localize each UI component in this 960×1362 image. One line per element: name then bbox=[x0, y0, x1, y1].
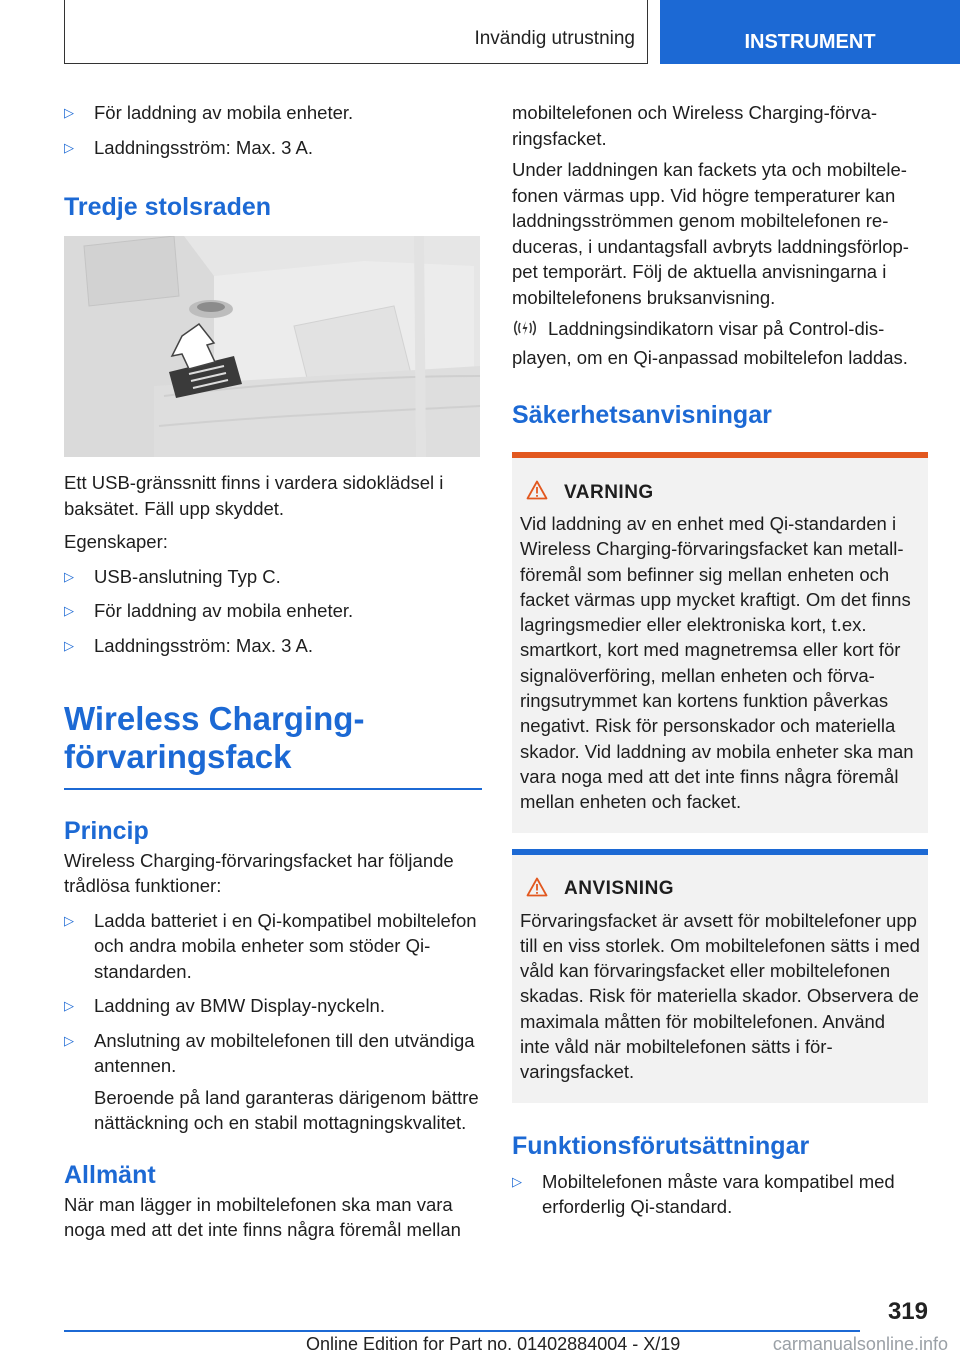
principle-text: Wireless Charging-förvaringsfacket har följande trådlösa funktioner: bbox=[64, 849, 454, 896]
chapter-heading: Wireless Charging- förvaringsfack bbox=[64, 700, 365, 775]
heading-rule bbox=[64, 788, 482, 790]
body-text: Under laddningen kan fackets yta och mobiltelefonen värmas upp. Vid högre temperaturer kan laddningsströmmen genom mobiltelefonen reduceras, i undantagsfall avbryts laddningsförloppet temporärt. Följ de aktuella anvisningarna i mobiltelefonens bruksanvisning. bbox=[512, 159, 909, 308]
triangle-right-icon: ▷ bbox=[64, 139, 74, 155]
page-number: 319 bbox=[887, 1298, 928, 1325]
warning-triangle-icon bbox=[526, 877, 548, 902]
watermark[interactable]: carmanualsonline.info bbox=[772, 1334, 948, 1354]
list-item: ▷ För laddning av mobila enheter. bbox=[64, 100, 482, 126]
general-text: När man lägger in mobiltelefonen ska man vara noga med att det inte finns några föremål mellan bbox=[64, 1193, 461, 1240]
wireless-charging-icon bbox=[512, 318, 538, 345]
warning-triangle-icon bbox=[526, 480, 548, 505]
warning-box bbox=[512, 458, 928, 833]
list-item: ▷ Laddning av BMW Display-nyckeln. bbox=[64, 993, 482, 1019]
chapter-tab[interactable] bbox=[660, 0, 960, 64]
list-item: ▷ Ladda batteriet i en Qi-kompatibel mobiltelefon och andra mobila enheter som stöder Qi-standarden. bbox=[64, 909, 477, 982]
triangle-right-icon: ▷ bbox=[64, 912, 74, 928]
list-item: ▷ Anslutning av mobiltelefonen till den utvändiga antennen. bbox=[64, 1029, 475, 1076]
header-frame bbox=[64, 0, 648, 64]
notice-text: Förvaringsfacket är avsett för mobiltelefoner upp till en viss storlek. Om mobiltelefonen sätts i med våld kan förvaringsfacket eller mobiltelefonen skadas. Risk för materiella skador. Observera de maximala måtten för mobiltelefonen. Använd inte våld när mobiltelefonen sätts i förvaringsfacket. bbox=[520, 909, 920, 1083]
section-heading: Tredje stolsraden bbox=[64, 193, 272, 221]
triangle-right-icon: ▷ bbox=[64, 637, 74, 653]
triangle-right-icon: ▷ bbox=[64, 105, 74, 120]
warning-text: Vid laddning av en enhet med Qi-standarden i Wireless Charging-förvaringsfacket kan metallföremål som befinner sig mellan enheten och facket värmas upp mycket kraftigt. Om det finns lagringsmedier eller elektroniska kort, t.ex. smartkort, kort med magnetremsa eller kort för signalöverföring, mellan enheten och förvaringsutrymmet kan kortens funktion påverkas negativt. Risk för personskador och materiella skador. Vid laddning av mobila enheter ska man vara noga med att det inte finns några föremål mellan enheten och facket. bbox=[520, 513, 914, 813]
warning-label: VARNING bbox=[564, 481, 654, 503]
notice-label: ANVISNING bbox=[564, 878, 675, 900]
chapter-label: INSTRUMENT bbox=[744, 31, 876, 53]
safety-heading: Säkerhetsanvisningar bbox=[512, 401, 772, 429]
properties-label: Egenskaper: bbox=[64, 531, 168, 552]
left-column bbox=[64, 100, 482, 1243]
usb-port-illustration bbox=[64, 236, 480, 457]
list-item: ▷ Laddningsström: Max. 3 A. bbox=[64, 633, 482, 659]
edition-text: Online Edition for Part no. 01402884004 - X/19 bbox=[306, 1334, 681, 1354]
triangle-right-icon: ▷ bbox=[512, 1173, 522, 1189]
list-item: ▷ För laddning av mobila enheter. bbox=[64, 598, 482, 624]
triangle-right-icon: ▷ bbox=[64, 1032, 74, 1048]
list-item: ▷ USB-anslutning Typ C. bbox=[64, 564, 482, 590]
triangle-right-icon: ▷ bbox=[64, 603, 74, 618]
indicator-text: Laddningsindikatorn visar på Control-displayen, om en Qi-anpassad mobiltelefon laddas. bbox=[512, 318, 908, 368]
footer-rule bbox=[64, 1330, 860, 1332]
principle-heading: Princip bbox=[64, 816, 149, 845]
notice-title bbox=[520, 877, 920, 902]
right-column bbox=[512, 100, 928, 1220]
triangle-right-icon: ▷ bbox=[64, 568, 74, 584]
caption-text: Ett USB-gränssnitt finns i vardera sidoklädsel i baksätet. Fäll upp skyddet. bbox=[64, 472, 444, 519]
body-text: mobiltelefonen och Wireless Charging-förvaringsfacket. bbox=[512, 102, 878, 149]
list-item: ▷ Laddningsström: Max. 3 A. bbox=[64, 135, 482, 161]
requirements-heading: Funktionsförutsättningar bbox=[512, 1131, 810, 1160]
warning-title bbox=[520, 480, 920, 505]
notice-box bbox=[512, 855, 928, 1103]
note-text: Beroende på land garanteras därigenom bättre nättäckning och en stabil mottagningskvalitet. bbox=[94, 1086, 479, 1133]
triangle-right-icon: ▷ bbox=[64, 998, 74, 1013]
list-item: ▷ Mobiltelefonen måste vara kompatibel med erforderlig Qi-standard. bbox=[512, 1170, 895, 1218]
general-heading: Allmänt bbox=[64, 1160, 156, 1189]
section-title: Invändig utrustning bbox=[474, 28, 635, 49]
seat-usb-illustration bbox=[64, 236, 480, 457]
